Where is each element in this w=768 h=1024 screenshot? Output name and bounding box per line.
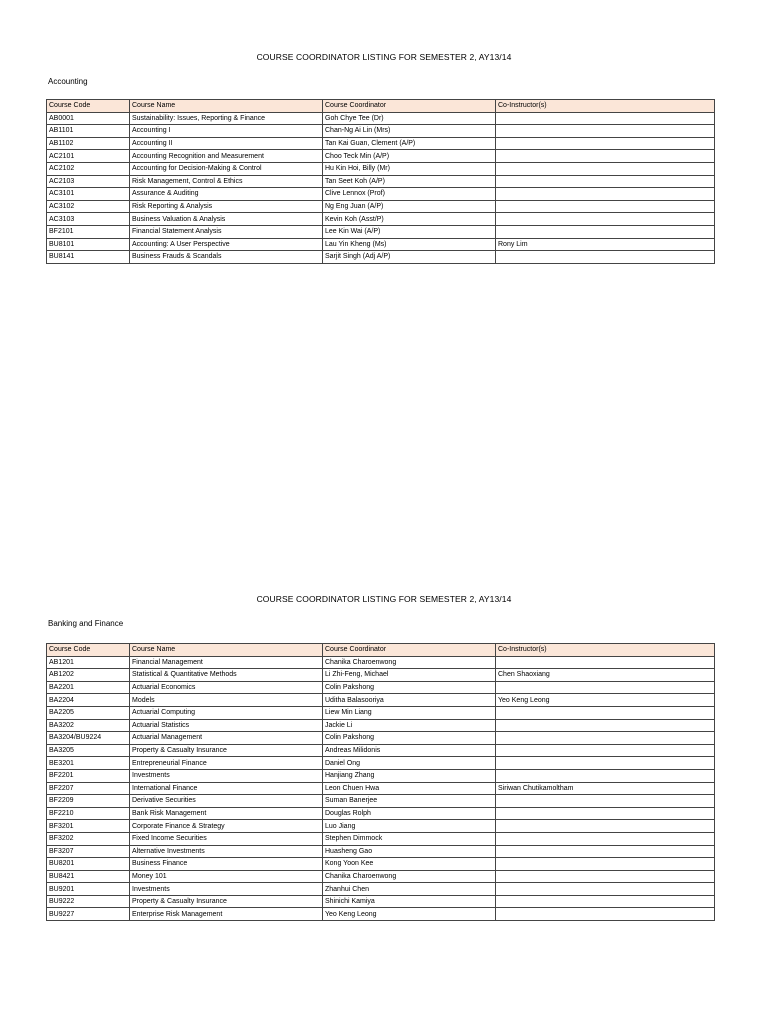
cell-course-name: Accounting: A User Perspective [130, 238, 323, 251]
table-row [47, 669, 715, 682]
cell-co-instructor [496, 795, 715, 808]
cell-course-coordinator: Goh Chye Tee (Dr) [323, 112, 496, 125]
cell-course-name: International Finance [130, 782, 323, 795]
cell-co-instructor [496, 251, 715, 264]
cell-co-instructor: Rony Lim [496, 238, 715, 251]
cell-course-name: Business Finance [130, 858, 323, 871]
cell-course-coordinator: Jackie Li [323, 719, 496, 732]
cell-course-name: Investments [130, 769, 323, 782]
table-row [47, 125, 715, 138]
cell-co-instructor [496, 845, 715, 858]
cell-course-name: Business Valuation & Analysis [130, 213, 323, 226]
cell-co-instructor [496, 757, 715, 770]
cell-course-code: AB1202 [47, 669, 130, 682]
cell-course-name: Accounting II [130, 137, 323, 150]
cell-course-coordinator: Hu Kin Hoi, Billy (Mr) [323, 162, 496, 175]
cell-co-instructor [496, 820, 715, 833]
cell-co-instructor [496, 213, 715, 226]
section-subtitle: Banking and Finance [48, 619, 124, 628]
cell-co-instructor [496, 188, 715, 201]
header-co-instructors: Co-Instructor(s) [496, 100, 715, 113]
table-row [47, 706, 715, 719]
cell-co-instructor [496, 719, 715, 732]
table-row [47, 251, 715, 264]
cell-course-coordinator: Douglas Rolph [323, 807, 496, 820]
cell-co-instructor [496, 200, 715, 213]
cell-co-instructor: Siriwan Chutikamoltham [496, 782, 715, 795]
cell-course-coordinator: Yeo Keng Leong [323, 908, 496, 921]
table-row [47, 112, 715, 125]
cell-course-coordinator: Kevin Koh (Asst/P) [323, 213, 496, 226]
cell-co-instructor [496, 706, 715, 719]
header-course-code: Course Code [47, 100, 130, 113]
cell-course-code: BF2209 [47, 795, 130, 808]
cell-co-instructor [496, 225, 715, 238]
table-row [47, 858, 715, 871]
cell-course-code: BF2101 [47, 225, 130, 238]
cell-course-code: BF2201 [47, 769, 130, 782]
cell-course-coordinator: Shinichi Kamiya [323, 895, 496, 908]
cell-course-name: Investments [130, 883, 323, 896]
table-row [47, 807, 715, 820]
cell-course-coordinator: Choo Teck Min (A/P) [323, 150, 496, 163]
table-header-row [47, 100, 715, 113]
table-row [47, 870, 715, 883]
cell-course-code: BE3201 [47, 757, 130, 770]
cell-course-code: BU9227 [47, 908, 130, 921]
cell-course-name: Alternative Investments [130, 845, 323, 858]
cell-course-code: AC3103 [47, 213, 130, 226]
cell-course-code: BU8421 [47, 870, 130, 883]
cell-co-instructor: Chen Shaoxiang [496, 669, 715, 682]
cell-co-instructor [496, 858, 715, 871]
cell-course-code: BF3207 [47, 845, 130, 858]
cell-course-coordinator: Chanika Charoenwong [323, 656, 496, 669]
cell-course-code: AB1201 [47, 656, 130, 669]
cell-co-instructor: Yeo Keng Leong [496, 694, 715, 707]
header-course-code: Course Code [47, 644, 130, 657]
cell-course-coordinator: Lau Yin Kheng (Ms) [323, 238, 496, 251]
cell-course-code: BA3202 [47, 719, 130, 732]
header-course-name: Course Name [130, 100, 323, 113]
table-row [47, 137, 715, 150]
cell-course-coordinator: Uditha Balasooriya [323, 694, 496, 707]
header-co-instructors: Co-Instructor(s) [496, 644, 715, 657]
table-row [47, 719, 715, 732]
cell-course-coordinator: Kong Yoon Kee [323, 858, 496, 871]
cell-course-code: BA3204/BU9224 [47, 732, 130, 745]
cell-course-code: BA2204 [47, 694, 130, 707]
cell-course-code: BU8141 [47, 251, 130, 264]
table-row [47, 162, 715, 175]
cell-co-instructor [496, 807, 715, 820]
cell-course-name: Accounting for Decision-Making & Control [130, 162, 323, 175]
cell-course-code: BF2207 [47, 782, 130, 795]
cell-course-code: BF2210 [47, 807, 130, 820]
table-row [47, 150, 715, 163]
cell-course-name: Actuarial Statistics [130, 719, 323, 732]
cell-course-name: Enterprise Risk Management [130, 908, 323, 921]
table-row [47, 782, 715, 795]
cell-course-name: Assurance & Auditing [130, 188, 323, 201]
cell-co-instructor [496, 681, 715, 694]
cell-course-name: Financial Statement Analysis [130, 225, 323, 238]
cell-co-instructor [496, 150, 715, 163]
cell-course-coordinator: Luo Jiang [323, 820, 496, 833]
cell-course-coordinator: Hanjiang Zhang [323, 769, 496, 782]
section-subtitle: Accounting [48, 77, 88, 86]
table-row [47, 188, 715, 201]
cell-co-instructor [496, 137, 715, 150]
course-table [46, 99, 715, 264]
cell-course-code: AB1101 [47, 125, 130, 138]
cell-course-name: Actuarial Economics [130, 681, 323, 694]
cell-course-coordinator: Clive Lennox (Prof) [323, 188, 496, 201]
cell-course-code: BU9222 [47, 895, 130, 908]
cell-course-code: AC2101 [47, 150, 130, 163]
table-row [47, 175, 715, 188]
table-row [47, 238, 715, 251]
table-row [47, 908, 715, 921]
table-row [47, 694, 715, 707]
table-header-row [47, 644, 715, 657]
cell-course-coordinator: Lee Kin Wai (A/P) [323, 225, 496, 238]
cell-co-instructor [496, 112, 715, 125]
cell-course-coordinator: Tan Seet Koh (A/P) [323, 175, 496, 188]
cell-course-name: Accounting I [130, 125, 323, 138]
cell-course-coordinator: Daniel Ong [323, 757, 496, 770]
cell-co-instructor [496, 832, 715, 845]
cell-course-code: AC3101 [47, 188, 130, 201]
cell-course-name: Financial Management [130, 656, 323, 669]
cell-course-coordinator: Huasheng Gao [323, 845, 496, 858]
cell-course-name: Risk Management, Control & Ethics [130, 175, 323, 188]
cell-course-coordinator: Colin Pakshong [323, 732, 496, 745]
cell-co-instructor [496, 883, 715, 896]
section-title: COURSE COORDINATOR LISTING FOR SEMESTER 2, AY13/14 [256, 594, 512, 604]
cell-co-instructor [496, 732, 715, 745]
header-course-name: Course Name [130, 644, 323, 657]
cell-course-code: BA3205 [47, 744, 130, 757]
cell-course-coordinator: Liew Min Liang [323, 706, 496, 719]
cell-course-name: Actuarial Computing [130, 706, 323, 719]
table-row [47, 225, 715, 238]
cell-co-instructor [496, 744, 715, 757]
cell-course-name: Property & Casualty Insurance [130, 744, 323, 757]
table-row [47, 883, 715, 896]
cell-course-code: BF3201 [47, 820, 130, 833]
cell-course-coordinator: Tan Kai Guan, Clement (A/P) [323, 137, 496, 150]
cell-course-name: Bank Risk Management [130, 807, 323, 820]
cell-course-name: Models [130, 694, 323, 707]
cell-course-coordinator: Li Zhi-Feng, Michael [323, 669, 496, 682]
header-course-coordinator: Course Coordinator [323, 644, 496, 657]
cell-co-instructor [496, 870, 715, 883]
cell-course-code: BU8101 [47, 238, 130, 251]
cell-co-instructor [496, 656, 715, 669]
course-table [46, 643, 715, 921]
header-course-coordinator: Course Coordinator [323, 100, 496, 113]
table-row [47, 820, 715, 833]
cell-course-coordinator: Colin Pakshong [323, 681, 496, 694]
table-row [47, 213, 715, 226]
cell-course-name: Derivative Securities [130, 795, 323, 808]
cell-course-code: AC3102 [47, 200, 130, 213]
cell-course-coordinator: Andreas Milidonis [323, 744, 496, 757]
cell-course-coordinator: Chanika Charoenwong [323, 870, 496, 883]
cell-course-name: Business Frauds & Scandals [130, 251, 323, 264]
cell-course-name: Accounting Recognition and Measurement [130, 150, 323, 163]
cell-co-instructor [496, 908, 715, 921]
cell-co-instructor [496, 125, 715, 138]
cell-course-coordinator: Leon Chuen Hwa [323, 782, 496, 795]
section-title: COURSE COORDINATOR LISTING FOR SEMESTER 2, AY13/14 [256, 52, 512, 62]
cell-course-code: BF3202 [47, 832, 130, 845]
table-row [47, 744, 715, 757]
cell-course-name: Statistical & Quantitative Methods [130, 669, 323, 682]
cell-co-instructor [496, 895, 715, 908]
table-row [47, 200, 715, 213]
cell-co-instructor [496, 175, 715, 188]
cell-course-code: BA2205 [47, 706, 130, 719]
cell-course-coordinator: Zhanhui Chen [323, 883, 496, 896]
table-row [47, 681, 715, 694]
cell-course-coordinator: Stephen Dimmock [323, 832, 496, 845]
cell-course-code: BA2201 [47, 681, 130, 694]
cell-co-instructor [496, 162, 715, 175]
cell-course-coordinator: Sarjit Singh (Adj A/P) [323, 251, 496, 264]
cell-course-code: AB0001 [47, 112, 130, 125]
cell-co-instructor [496, 769, 715, 782]
cell-course-name: Actuarial Management [130, 732, 323, 745]
table-row [47, 757, 715, 770]
cell-course-coordinator: Ng Eng Juan (A/P) [323, 200, 496, 213]
cell-course-code: AC2103 [47, 175, 130, 188]
table-row [47, 732, 715, 745]
table-row [47, 795, 715, 808]
cell-course-name: Fixed Income Securities [130, 832, 323, 845]
table-row [47, 656, 715, 669]
cell-course-name: Property & Casualty Insurance [130, 895, 323, 908]
cell-course-name: Risk Reporting & Analysis [130, 200, 323, 213]
cell-course-name: Sustainability: Issues, Reporting & Finance [130, 112, 323, 125]
cell-course-coordinator: Suman Banerjee [323, 795, 496, 808]
cell-course-name: Corporate Finance & Strategy [130, 820, 323, 833]
cell-course-name: Money 101 [130, 870, 323, 883]
table-row [47, 832, 715, 845]
cell-course-code: BU9201 [47, 883, 130, 896]
cell-course-code: BU8201 [47, 858, 130, 871]
table-row [47, 845, 715, 858]
cell-course-code: AC2102 [47, 162, 130, 175]
cell-course-code: AB1102 [47, 137, 130, 150]
cell-course-name: Entrepreneurial Finance [130, 757, 323, 770]
cell-course-coordinator: Chan-Ng Ai Lin (Mrs) [323, 125, 496, 138]
table-row [47, 895, 715, 908]
table-row [47, 769, 715, 782]
